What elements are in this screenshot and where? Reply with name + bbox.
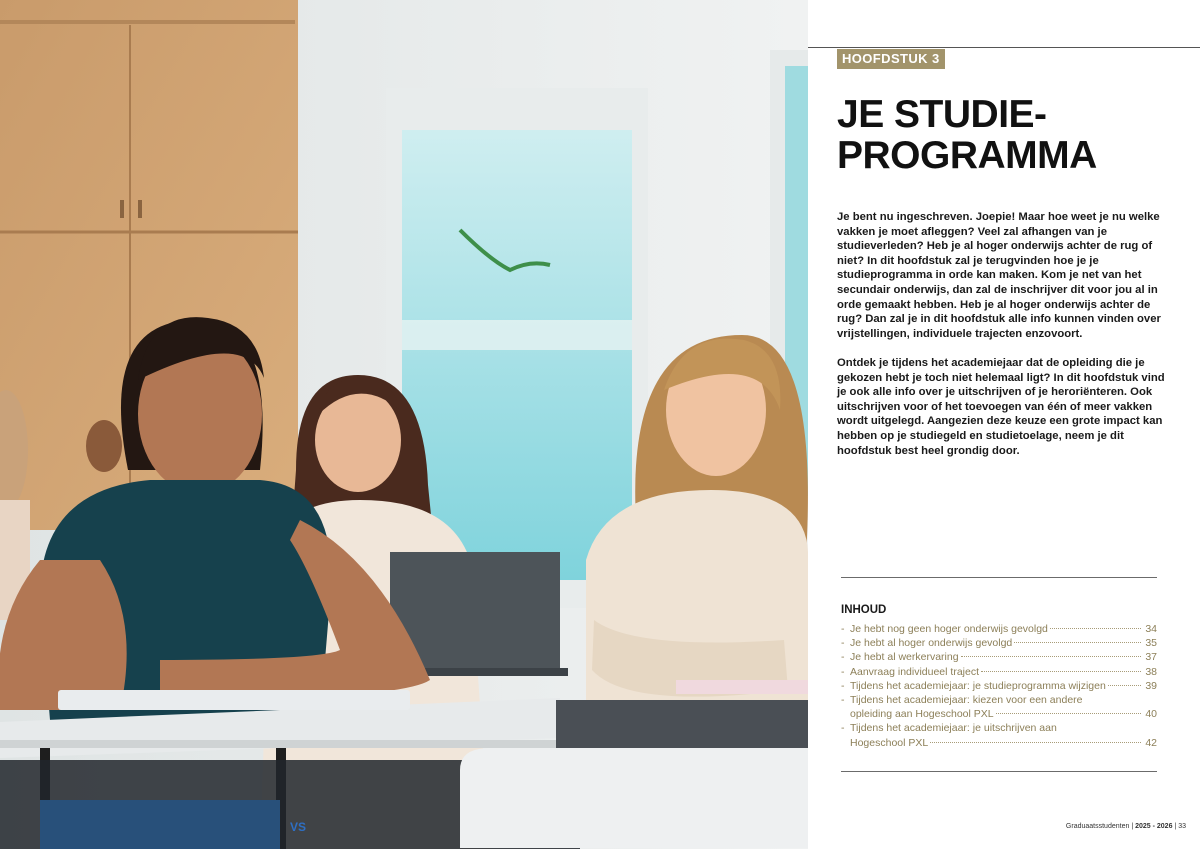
toc-dash: - [841,637,845,650]
footer-year: 2025 - 2026 [1135,823,1173,830]
toc-item[interactable] [841,650,1157,664]
toc-item[interactable] [841,721,1157,749]
toc-item-label: Aanvraag individueel traject [850,665,979,678]
toc-item[interactable] [841,636,1157,650]
intro-text [837,210,1167,473]
toc-leader-dots [930,742,1141,743]
toc-item-label: Je hebt al werkervaring [850,651,959,664]
toc-item-page: 38 [1145,665,1157,678]
page-title-line-2: PROGRAMMA [837,134,1097,177]
toc-dash: - [841,722,845,735]
toc-leader-dots [961,656,1141,657]
top-rule [808,47,1200,48]
page-title-line-1: JE STUDIE- [837,93,1047,136]
chapter-badge: HOOFDSTUK 3 [837,49,945,69]
table-of-contents [841,622,1157,750]
footer-separator: | [1131,823,1134,830]
closed-laptop [58,690,410,710]
toc-item-page: 37 [1145,651,1157,664]
desk-right [460,748,808,848]
toc-dash: - [841,679,845,692]
toc-item-label-continued: opleiding aan Hogeschool PXL [850,708,994,721]
toc-item[interactable] [841,693,1157,721]
toc-item-label: Tijdens het academiejaar: je uitschrijven aan [850,722,1057,735]
footer-publication: Graduaatsstudenten [1065,823,1130,830]
toc-dash: - [841,665,845,678]
toc-dash: - [841,694,845,707]
toc-item-label: Je hebt al hoger onderwijs gevolgd [850,637,1013,650]
toc-item-label: Je hebt nog geen hoger onderwijs gevolgd [850,623,1048,635]
footer-separator: | [1174,823,1177,830]
toc-item-page: 34 [1145,623,1157,635]
toc-item-page: 42 [1145,736,1157,749]
laptop-label: VS [290,820,307,834]
toc-item-label: Tijdens het academiejaar: je studieprogramma wijzigen [850,679,1106,692]
toc-item[interactable] [841,679,1157,693]
toc-leader-dots [1050,628,1141,629]
toc-item-label: Tijdens het academiejaar: kiezen voor een andere [850,694,1083,707]
page-title [837,94,1197,176]
toc-top-divider [841,577,1157,578]
toc-dash: - [841,623,845,635]
toc-item-page: 35 [1145,637,1157,650]
toc-leader-dots [981,671,1141,672]
toc-leader-dots [1014,642,1141,643]
window [402,130,632,580]
toc-item-page: 39 [1145,679,1157,692]
toc-item-page: 40 [1145,708,1157,721]
intro-paragraph-2: Ontdek je tijdens het academiejaar dat de opleiding die je gekozen hebt je toch niet helemaal ligt? In dit hoofdstuk vind je ook alle info over je uitschrijven of je heroriënteren. Ook uitschrijven voor of het toevoegen van één of meer vakken wordt uitgelegd. Aangezien deze keuze een grote impact kan hebben op je studiegeld en studietoelage, neem je dit hoofdstuk best heel grondig door. [837,356,1165,457]
toc-dash: - [841,651,845,664]
footer-page-number: 33 [1178,823,1186,830]
text-page [808,0,1200,849]
page-footer [1066,823,1186,830]
toc-item-label-continued: Hogeschool PXL [850,736,929,749]
toc-bottom-divider [841,771,1157,772]
toc-leader-dots [1108,685,1141,686]
toc-item[interactable] [841,665,1157,679]
intro-paragraph-1: Je bent nu ingeschreven. Joepie! Maar hoe weet je nu welke vakken je moet afleggen? Veel zal afhangen van je studieverleden? Heb je al hoger onderwijs achter de rug of niet? In dit hoofdstuk zal je terugvinden hoe je je studieprogramma in orde kan maken. Kom je net van het secundair onderwijs, dan zal de inschrijver dit voor jou al in orde gemaakt hebben. Heb je al hoger onderwijs achter de rug? Dan zal je in dit hoofdstuk alle info kunnen vinden over vrijstellingen, individuele trajecten enzovoort. [837,211,1161,340]
toc-leader-dots [996,713,1141,714]
toc-title: INHOUD [841,604,887,616]
toc-item[interactable] [841,622,1157,636]
